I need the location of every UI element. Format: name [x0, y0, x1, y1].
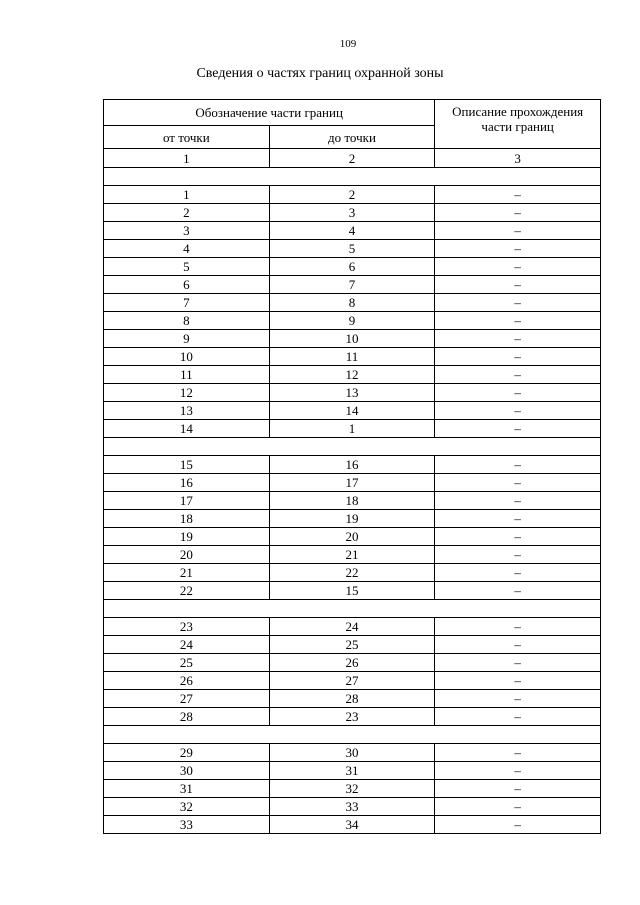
from-point-cell: 12 [104, 384, 270, 402]
to-point-cell: 22 [269, 564, 435, 582]
table-row [104, 204, 601, 222]
from-point-cell: 24 [104, 636, 270, 654]
to-point-cell: 13 [269, 384, 435, 402]
from-point-cell: 11 [104, 366, 270, 384]
from-point-cell: 18 [104, 510, 270, 528]
page-number: 109 [339, 38, 357, 50]
table-row [104, 744, 601, 762]
table-row [104, 492, 601, 510]
to-point-cell: 34 [269, 816, 435, 834]
to-point-cell: 25 [269, 636, 435, 654]
table-row [104, 420, 601, 438]
from-point-cell: 6 [104, 276, 270, 294]
description-cell: – [435, 402, 601, 420]
description-cell: – [435, 672, 601, 690]
from-point-cell: 8 [104, 312, 270, 330]
from-point-cell: 21 [104, 564, 270, 582]
from-point-cell: 13 [104, 402, 270, 420]
from-point-cell: 3 [104, 222, 270, 240]
to-point-cell: 16 [269, 456, 435, 474]
from-point-cell: 17 [104, 492, 270, 510]
table-row [104, 564, 601, 582]
table-row [104, 780, 601, 798]
table-row [104, 672, 601, 690]
table-row [104, 348, 601, 366]
table-row [104, 618, 601, 636]
table-row [104, 762, 601, 780]
from-point-cell: 22 [104, 582, 270, 600]
table-row [104, 258, 601, 276]
description-cell: – [435, 654, 601, 672]
to-point-cell: 9 [269, 312, 435, 330]
description-cell: – [435, 528, 601, 546]
from-point-cell: 9 [104, 330, 270, 348]
description-cell: – [435, 744, 601, 762]
from-point-cell: 33 [104, 816, 270, 834]
to-point-cell: 7 [269, 276, 435, 294]
to-point-cell: 27 [269, 672, 435, 690]
description-cell: – [435, 348, 601, 366]
group-separator-row [104, 726, 601, 744]
description-cell: – [435, 276, 601, 294]
description-cell: – [435, 456, 601, 474]
table-row [104, 816, 601, 834]
to-point-cell: 6 [269, 258, 435, 276]
from-point-cell: 29 [104, 744, 270, 762]
to-point-cell: 11 [269, 348, 435, 366]
table-row [104, 546, 601, 564]
description-cell: – [435, 312, 601, 330]
description-cell: – [435, 492, 601, 510]
table-row [104, 276, 601, 294]
description-cell: – [435, 294, 601, 312]
from-point-cell: 23 [104, 618, 270, 636]
table-row [104, 582, 601, 600]
from-point-cell: 16 [104, 474, 270, 492]
description-cell: – [435, 330, 601, 348]
from-point-cell: 25 [104, 654, 270, 672]
from-point-cell: 31 [104, 780, 270, 798]
description-cell: – [435, 618, 601, 636]
description-cell: – [435, 222, 601, 240]
from-point-cell: 15 [104, 456, 270, 474]
table-row [104, 330, 601, 348]
description-cell: – [435, 780, 601, 798]
from-point-cell: 5 [104, 258, 270, 276]
description-cell: – [435, 204, 601, 222]
from-point-cell: 27 [104, 690, 270, 708]
column-number-1: 1 [104, 149, 270, 168]
description-cell: – [435, 546, 601, 564]
header-to-point: до точки [269, 126, 435, 149]
group-separator-row [104, 600, 601, 618]
description-cell: – [435, 186, 601, 204]
description-cell: – [435, 816, 601, 834]
to-point-cell: 33 [269, 798, 435, 816]
description-cell: – [435, 366, 601, 384]
from-point-cell: 19 [104, 528, 270, 546]
to-point-cell: 21 [269, 546, 435, 564]
to-point-cell: 8 [269, 294, 435, 312]
description-cell: – [435, 762, 601, 780]
description-cell: – [435, 474, 601, 492]
description-cell: – [435, 582, 601, 600]
from-point-cell: 1 [104, 186, 270, 204]
from-point-cell: 7 [104, 294, 270, 312]
to-point-cell: 28 [269, 690, 435, 708]
table-row [104, 654, 601, 672]
description-cell: – [435, 240, 601, 258]
to-point-cell: 32 [269, 780, 435, 798]
table-row [104, 528, 601, 546]
header-from-point: от точки [104, 126, 270, 149]
table-row [104, 222, 601, 240]
to-point-cell: 3 [269, 204, 435, 222]
to-point-cell: 17 [269, 474, 435, 492]
table-row [104, 690, 601, 708]
to-point-cell: 4 [269, 222, 435, 240]
column-number-2: 2 [269, 149, 435, 168]
from-point-cell: 4 [104, 240, 270, 258]
table-row [104, 510, 601, 528]
to-point-cell: 31 [269, 762, 435, 780]
description-cell: – [435, 420, 601, 438]
to-point-cell: 14 [269, 402, 435, 420]
description-cell: – [435, 798, 601, 816]
to-point-cell: 18 [269, 492, 435, 510]
to-point-cell: 5 [269, 240, 435, 258]
table-row [104, 366, 601, 384]
table-row [104, 474, 601, 492]
table-row [104, 402, 601, 420]
description-cell: – [435, 384, 601, 402]
to-point-cell: 20 [269, 528, 435, 546]
from-point-cell: 2 [104, 204, 270, 222]
table-row [104, 636, 601, 654]
to-point-cell: 30 [269, 744, 435, 762]
table-row [104, 798, 601, 816]
from-point-cell: 10 [104, 348, 270, 366]
description-cell: – [435, 564, 601, 582]
to-point-cell: 19 [269, 510, 435, 528]
column-number-3: 3 [435, 149, 601, 168]
table-row [104, 186, 601, 204]
group-separator-row [104, 168, 601, 186]
table-row [104, 294, 601, 312]
to-point-cell: 15 [269, 582, 435, 600]
table-row [104, 708, 601, 726]
boundary-parts-table [103, 99, 601, 834]
header-boundary-designation: Обозначение части границ [104, 100, 435, 126]
from-point-cell: 32 [104, 798, 270, 816]
to-point-cell: 23 [269, 708, 435, 726]
document-title: Сведения о частях границ охранной зоны [196, 66, 444, 81]
description-cell: – [435, 636, 601, 654]
to-point-cell: 2 [269, 186, 435, 204]
to-point-cell: 24 [269, 618, 435, 636]
from-point-cell: 26 [104, 672, 270, 690]
table-row [104, 456, 601, 474]
from-point-cell: 20 [104, 546, 270, 564]
header-description: Описание прохождения части границ [435, 100, 601, 149]
to-point-cell: 26 [269, 654, 435, 672]
description-cell: – [435, 258, 601, 276]
table-row [104, 384, 601, 402]
from-point-cell: 14 [104, 420, 270, 438]
group-separator-row [104, 438, 601, 456]
description-cell: – [435, 708, 601, 726]
description-cell: – [435, 690, 601, 708]
description-cell: – [435, 510, 601, 528]
from-point-cell: 28 [104, 708, 270, 726]
to-point-cell: 1 [269, 420, 435, 438]
from-point-cell: 30 [104, 762, 270, 780]
to-point-cell: 10 [269, 330, 435, 348]
table-row [104, 240, 601, 258]
to-point-cell: 12 [269, 366, 435, 384]
table-row [104, 312, 601, 330]
